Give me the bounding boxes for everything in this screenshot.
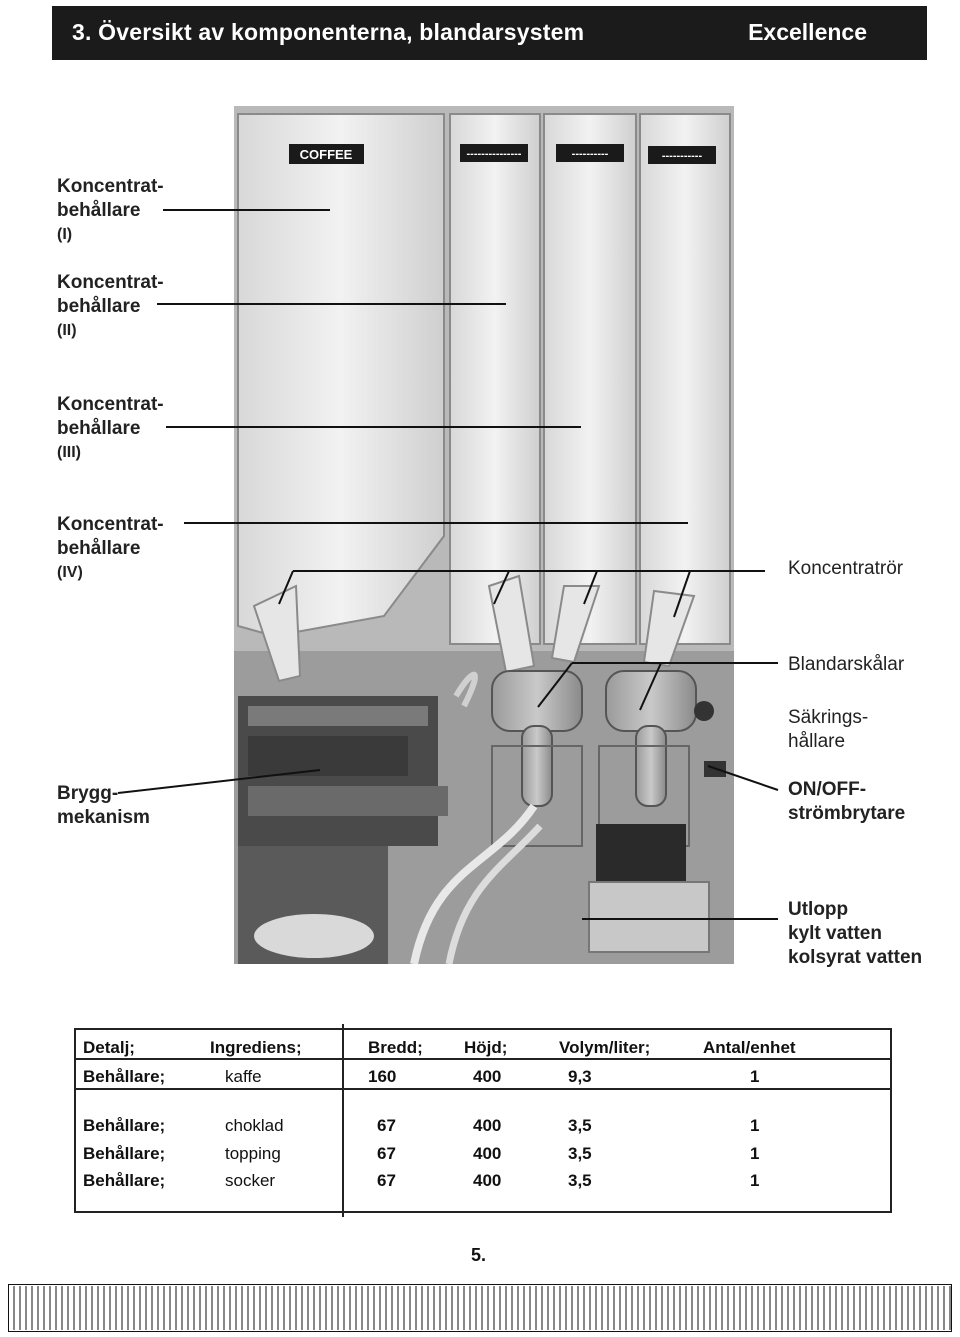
label-brewing-mechanism: Brygg- mekanism: [57, 783, 150, 828]
label-koncentratror: Koncentratrör: [788, 558, 904, 579]
table-header-detalj: Detalj;: [83, 1038, 135, 1057]
brand-name: Excellence: [748, 19, 867, 45]
ruler-strip: [8, 1284, 952, 1332]
label-blandarskalar: Blandarskålar: [788, 654, 905, 675]
page-title: 3. Översikt av komponenterna, blandarsystem: [72, 19, 585, 45]
table-header-antal: Antal/enhet: [703, 1038, 796, 1057]
label-utlopp: Utlopp kylt vatten kolsyrat vatten: [788, 899, 923, 968]
label-container-i: Koncentrat- behållare (I): [57, 176, 164, 243]
label-container-ii: Koncentrat- behållare (II): [57, 272, 164, 339]
table-header-hojd: Höjd;: [464, 1038, 508, 1057]
label-container-iv: Koncentrat- behållare (IV): [57, 514, 164, 581]
label-sakringshallare: Säkrings- hållare: [788, 707, 869, 752]
container-label-4: -----------: [661, 150, 703, 162]
container-label-coffee: COFFEE: [299, 147, 353, 162]
table-header-volym: Volym/liter;: [559, 1038, 651, 1057]
table-header-bredd: Bredd;: [368, 1038, 423, 1057]
table-header-ingrediens: Ingrediens;: [210, 1038, 302, 1057]
page-number: 5.: [471, 1245, 487, 1265]
label-container-iii: Koncentrat- behållare (III): [57, 394, 164, 461]
spec-table: Detalj; Ingrediens; Bredd; Höjd; Volym/liter; Antal/enhet Behållare; kaffe 160 400 9,3 1 Behållare; choklad 67 400 3,5 1 Behållare; topping 67 400 3,5 1 Behållare; socker 67 400 3,5 1: [74, 1028, 892, 1213]
container-label-2: ---------------: [466, 148, 522, 160]
container-label-3: ----------: [571, 148, 609, 160]
label-on-off: ON/OFF- strömbrytare: [788, 779, 906, 824]
